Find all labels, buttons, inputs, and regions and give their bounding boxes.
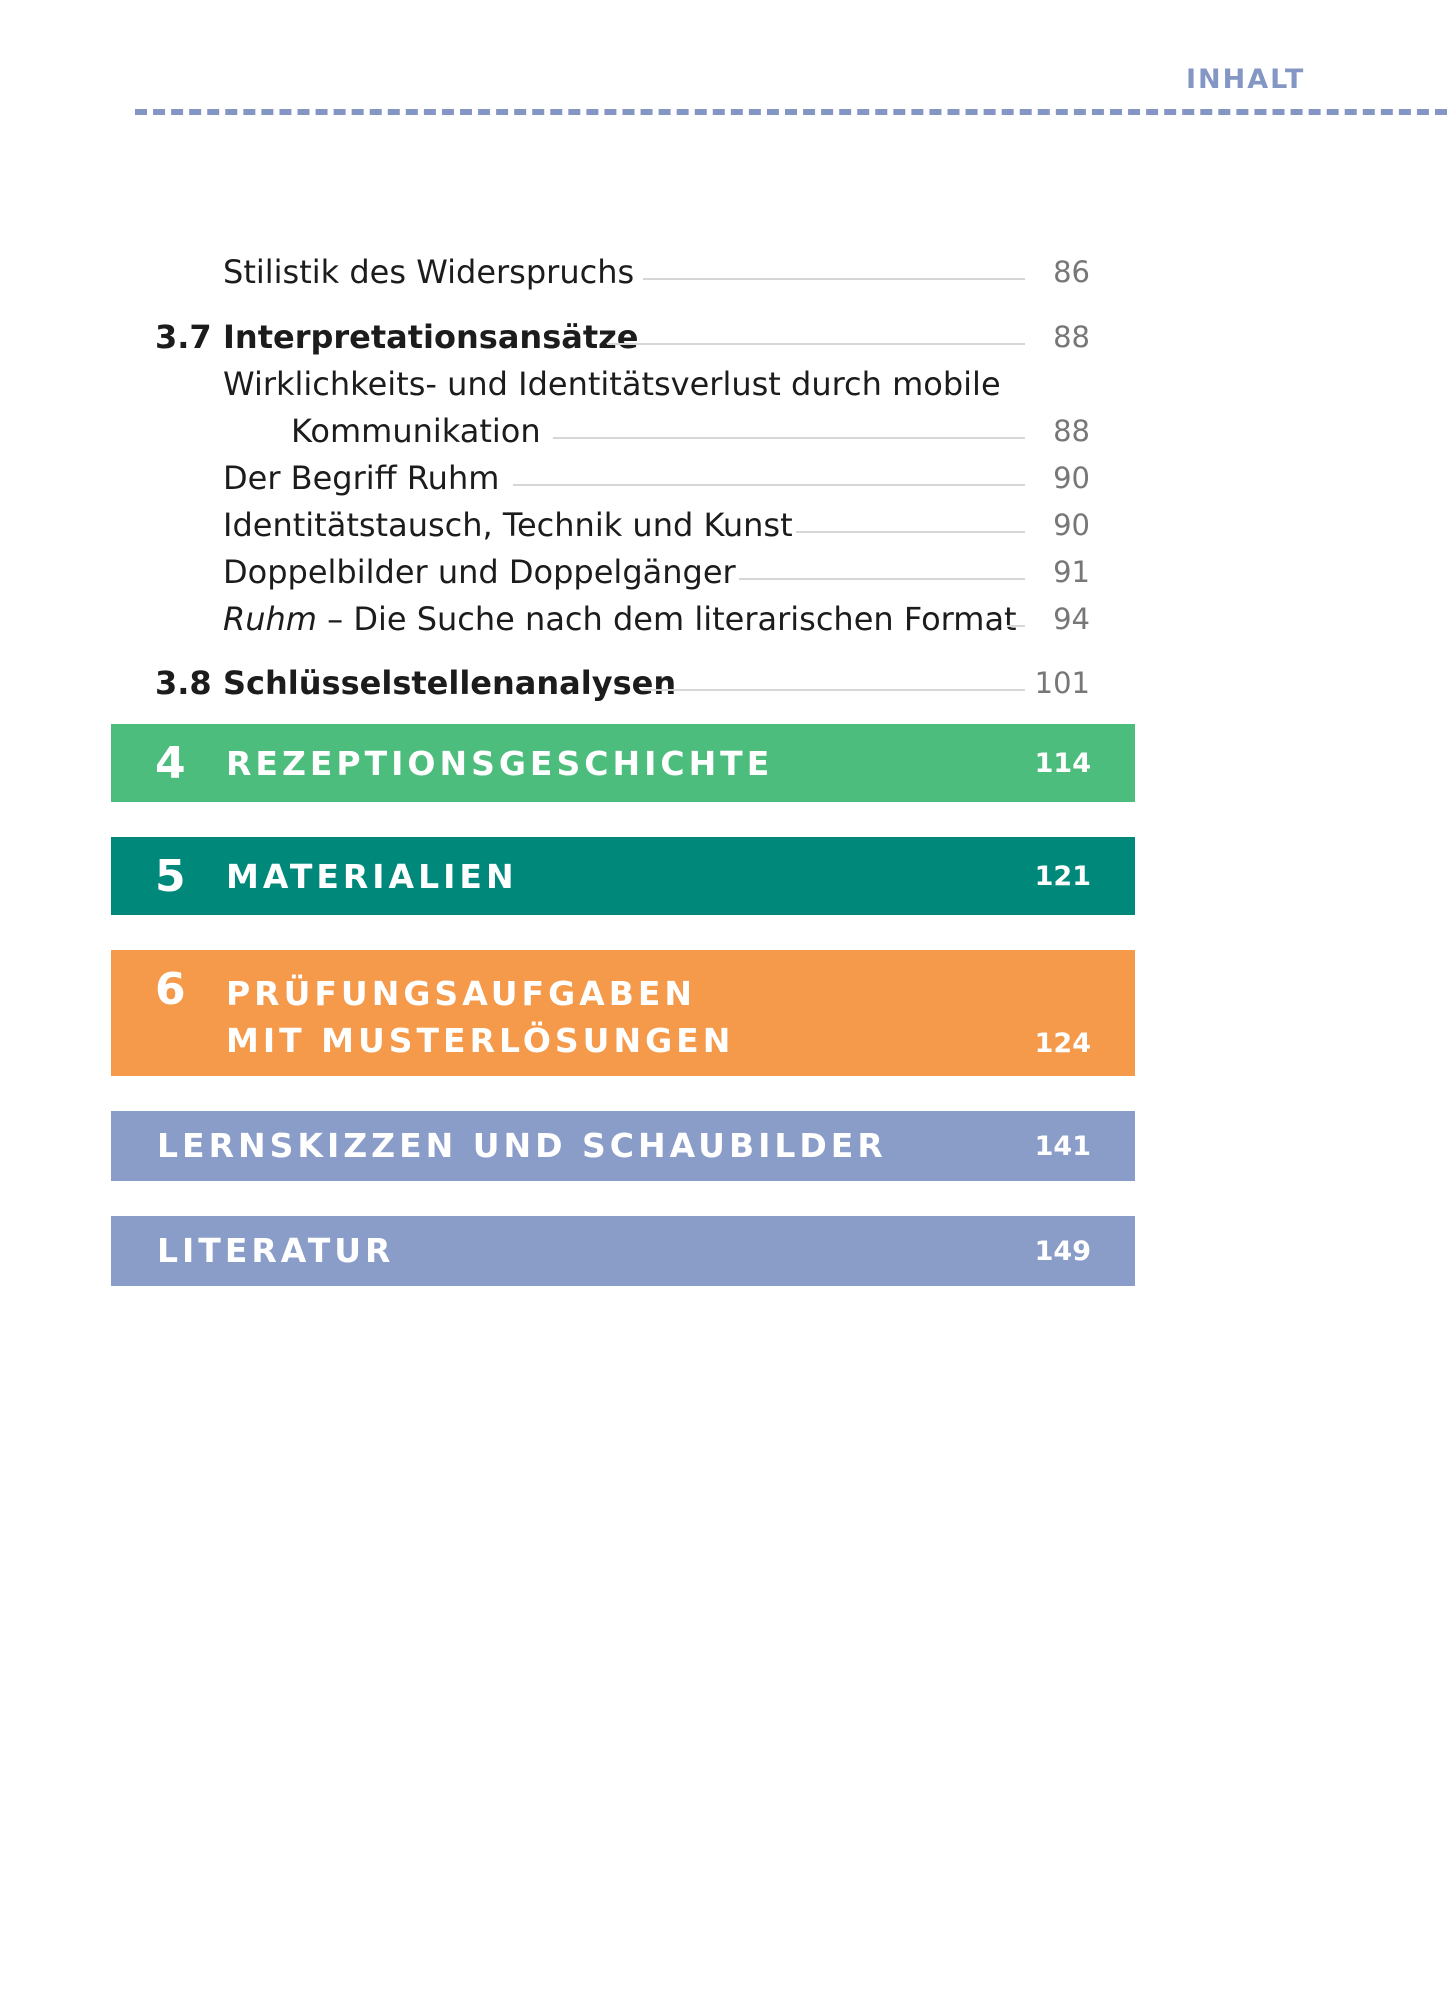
toc-entry-title: Stilistik des Widerspruchs (223, 253, 635, 291)
section-title: MATERIALIEN (226, 857, 518, 896)
section-title-line1: PRÜFUNGSAUFGABEN (226, 974, 697, 1013)
dot-leader (796, 531, 1025, 533)
toc-entry-title: Interpretationsansätze (223, 318, 639, 356)
toc-entry-page: 86 (1053, 255, 1090, 289)
toc-entry[interactable] (0, 313, 1447, 361)
dot-leader (1007, 625, 1025, 627)
section-page: 149 (1034, 1236, 1091, 1267)
toc-entry-page: 91 (1053, 555, 1090, 589)
dot-leader (643, 278, 1025, 280)
toc-entry-page: 90 (1053, 461, 1090, 495)
dot-leader (607, 343, 1025, 345)
section-page: 124 (1034, 1028, 1091, 1059)
section-bar-materialien[interactable] (111, 837, 1135, 915)
toc-entry-title: Schlüsselstellenanalysen (223, 664, 677, 702)
dot-leader (739, 578, 1025, 580)
toc-entry-title: Kommunikation (291, 412, 541, 450)
section-title-line2: MIT MUSTERLÖSUNGEN (226, 1021, 735, 1060)
toc-entry-number: 3.8 (155, 664, 212, 702)
toc-entry-page: 101 (1034, 666, 1090, 700)
toc-entry-page: 88 (1053, 414, 1090, 448)
toc-entry[interactable] (0, 659, 1447, 707)
toc-entry-page: 88 (1053, 320, 1090, 354)
toc-entry-title-rest: – Die Suche nach dem literarischen Format (316, 600, 1017, 638)
toc-entry[interactable] (0, 595, 1447, 643)
toc-entry-continuation[interactable] (0, 407, 1447, 455)
section-title: LITERATUR (157, 1231, 395, 1270)
dot-leader (513, 484, 1025, 486)
toc-entry-title (223, 595, 1017, 643)
toc-entry[interactable] (0, 248, 1447, 296)
section-number: 6 (155, 964, 186, 1015)
toc-entry-title: Der Begriff Ruhm (223, 459, 500, 497)
section-page: 141 (1034, 1131, 1091, 1162)
toc-entry-title-italic: Ruhm (223, 600, 317, 638)
toc-entry-page: 90 (1053, 508, 1090, 542)
toc-entry-title: Wirklichkeits- und Identitätsverlust durch mobile (223, 365, 1001, 403)
section-title: REZEPTIONSGESCHICHTE (226, 744, 774, 783)
toc-entry[interactable] (0, 501, 1447, 549)
toc-entry-title: Doppelbilder und Doppelgänger (223, 553, 736, 591)
toc-entry[interactable] (0, 454, 1447, 502)
section-bar-literatur[interactable] (111, 1216, 1135, 1286)
toc-entry[interactable] (0, 360, 1447, 408)
section-number: 5 (155, 851, 186, 902)
dot-leader (553, 437, 1025, 439)
section-bar-rezeptionsgeschichte[interactable] (111, 724, 1135, 802)
section-number: 4 (155, 738, 186, 789)
toc-entry-number: 3.7 (155, 318, 212, 356)
dot-leader (643, 689, 1025, 691)
section-title: LERNSKIZZEN UND SCHAUBILDER (157, 1126, 887, 1165)
section-bar-lernskizzen[interactable] (111, 1111, 1135, 1181)
running-header: INHALT (1186, 64, 1306, 95)
toc-entry[interactable] (0, 548, 1447, 596)
section-page: 114 (1034, 748, 1091, 779)
toc-entry-page: 94 (1053, 602, 1090, 636)
section-bar-pruefungsaufgaben[interactable] (111, 950, 1135, 1076)
dashed-divider (135, 109, 1447, 115)
section-page: 121 (1034, 861, 1091, 892)
toc-entry-title: Identitätstausch, Technik und Kunst (223, 506, 793, 544)
